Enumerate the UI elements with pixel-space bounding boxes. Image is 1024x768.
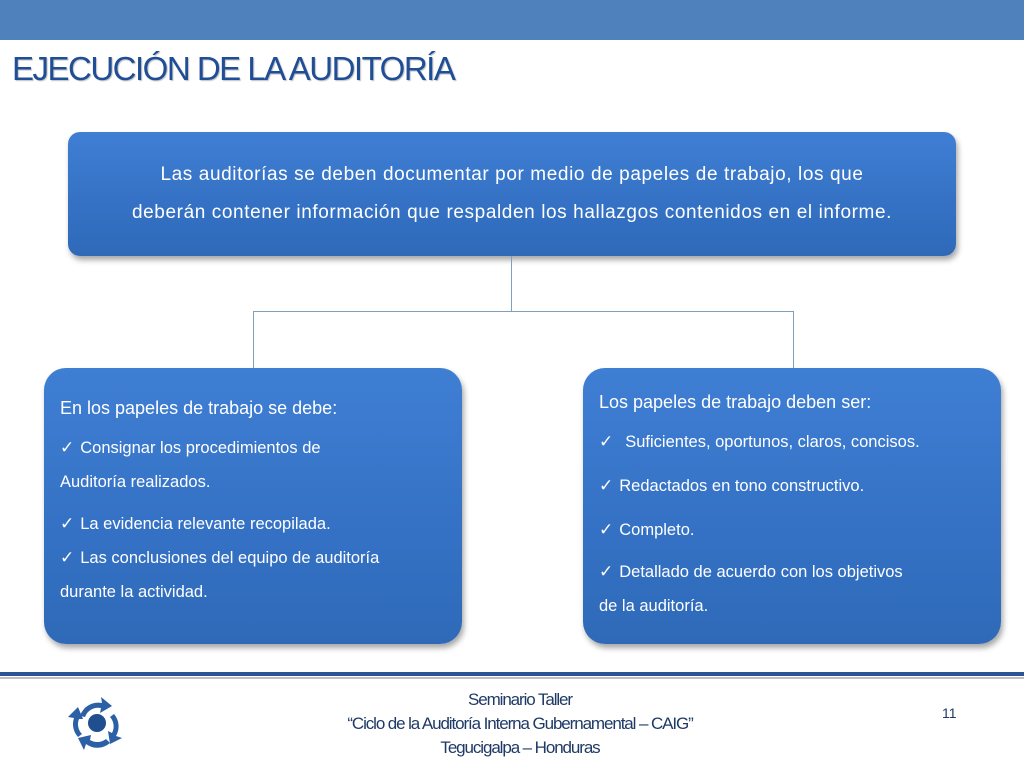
checkmark-icon: ✓	[60, 548, 75, 567]
list-item-continuation: durante la actividad.	[60, 583, 208, 601]
list-item-text: Redactados en tono constructivo.	[619, 477, 865, 495]
slide-title: EJECUCIÓN DE LA AUDITORÍA	[12, 50, 455, 87]
list-item-text: Detallado de acuerdo con los objetivos	[619, 563, 903, 581]
list-item	[60, 431, 446, 465]
footer-line-1: Seminario Taller	[468, 690, 572, 709]
right-qualities-box	[583, 368, 1001, 644]
list-item-continuation: Auditoría realizados.	[60, 473, 211, 491]
summary-line-1: Las auditorías se deben documentar por medio de papeles de trabajo, los que	[160, 164, 864, 185]
list-item	[599, 469, 985, 503]
connector-right-drop	[793, 311, 794, 368]
connector-left-drop	[253, 311, 254, 368]
footer-text	[260, 688, 780, 760]
left-requirements-box	[44, 368, 462, 644]
checkmark-icon: ✓	[599, 476, 614, 495]
checkmark-icon: ✓	[60, 438, 75, 457]
list-item	[60, 507, 446, 541]
connector-horizontal	[253, 311, 794, 312]
list-item	[599, 555, 985, 589]
list-item-text: Completo.	[619, 521, 695, 539]
right-box-heading: Los papeles de trabajo deben ser:	[599, 392, 872, 412]
checkmark-icon: ✓	[599, 432, 614, 451]
left-box-heading: En los papeles de trabajo se debe:	[60, 398, 338, 418]
checkmark-icon: ✓	[599, 562, 614, 581]
footer-divider	[0, 672, 1024, 676]
footer-line-3: Tegucigalpa – Honduras	[440, 738, 600, 757]
checkmark-icon: ✓	[599, 520, 614, 539]
list-item-text: Suficientes, oportunos, claros, concisos.	[625, 433, 920, 451]
page-number: 11	[942, 705, 957, 721]
list-item	[599, 425, 985, 459]
list-item-text: Las conclusiones del equipo de auditoría	[80, 549, 380, 567]
summary-line-2: deberán contener información que respalden los hallazgos contenidos en el informe.	[131, 202, 893, 223]
list-item	[60, 541, 446, 575]
footer-line-2: “Ciclo de la Auditoría Interna Gubernamental – CAIG”	[347, 714, 693, 733]
summary-box	[68, 132, 956, 256]
list-item-text: Consignar los procedimientos de	[80, 439, 321, 457]
footer-divider-shadow	[0, 677, 1024, 679]
cycle-arrows-icon	[66, 694, 128, 752]
list-item-text: La evidencia relevante recopilada.	[80, 515, 331, 533]
list-item-continuation: de la auditoría.	[599, 597, 709, 615]
top-accent-bar	[0, 0, 1024, 40]
connector-vertical-main	[511, 256, 512, 311]
list-item	[599, 513, 985, 547]
checkmark-icon: ✓	[60, 514, 75, 533]
